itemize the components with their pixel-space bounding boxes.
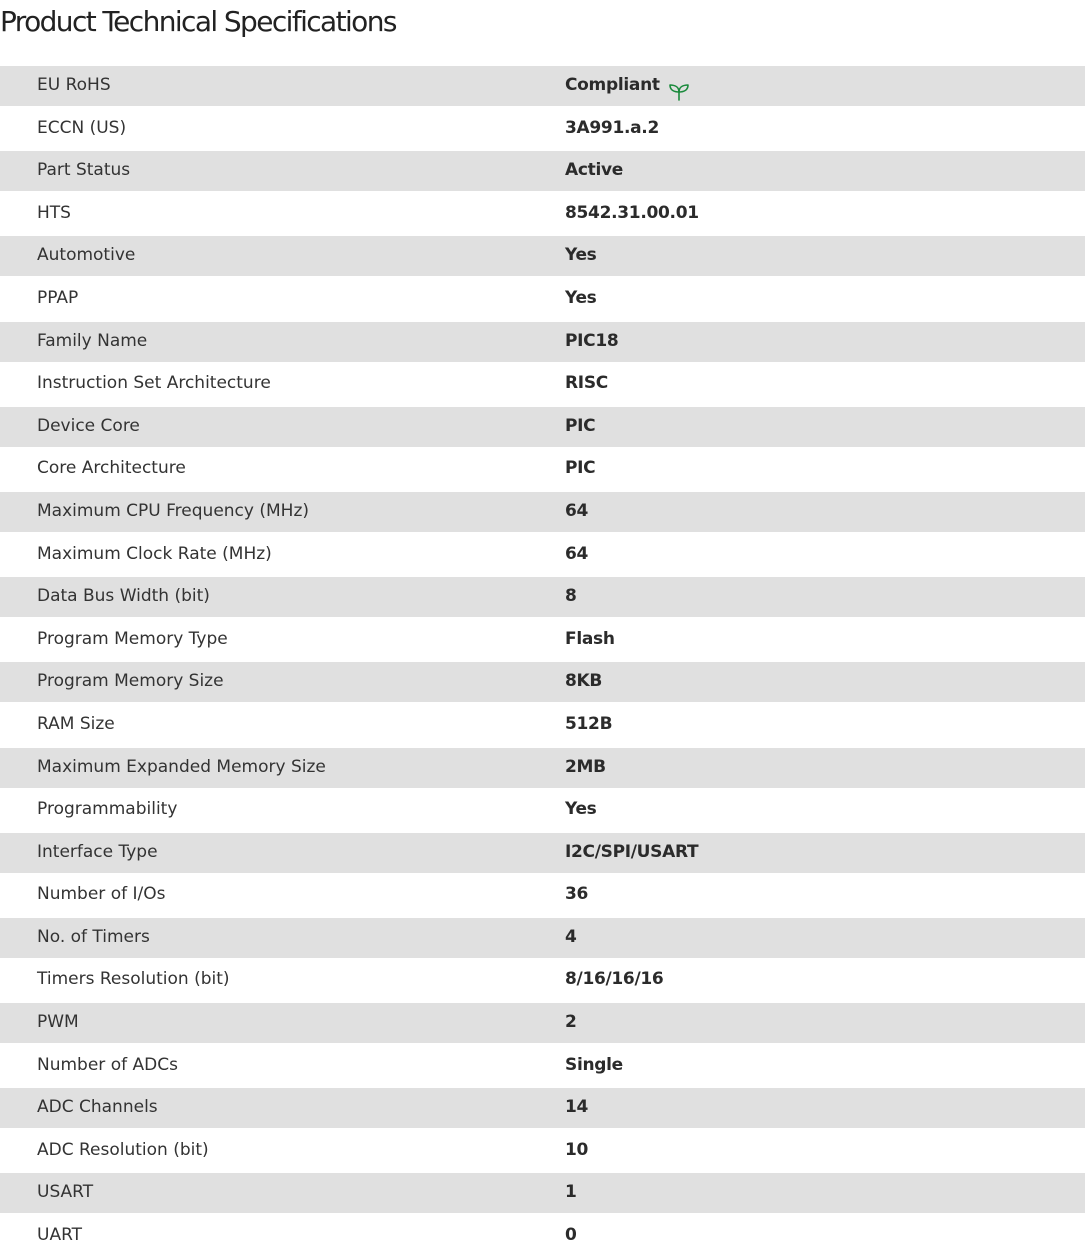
spec-label: RAM Size [37, 713, 115, 734]
spec-value-cell [565, 873, 588, 916]
spec-value-cell [565, 1044, 623, 1087]
spec-value: 64 [565, 500, 589, 521]
spec-value-cell [565, 405, 595, 448]
spec-value-cell [565, 1001, 577, 1044]
spec-label: Core Architecture [37, 458, 186, 479]
spec-label: Instruction Set Architecture [37, 373, 271, 394]
spec-value-cell [565, 916, 577, 959]
row-background [0, 407, 1085, 447]
spec-value: 8542.31.00.01 [565, 202, 699, 223]
spec-value: 4 [565, 926, 577, 947]
spec-row [0, 447, 1085, 490]
spec-value: I2C/SPI/USART [565, 841, 699, 862]
spec-value: PIC18 [565, 330, 619, 351]
spec-value: Yes [565, 245, 597, 266]
row-background [0, 1088, 1085, 1128]
spec-value: 1 [565, 1182, 577, 1203]
spec-value: Yes [565, 287, 597, 308]
spec-value-cell [565, 575, 577, 618]
spec-row [0, 362, 1085, 405]
spec-row [0, 149, 1085, 192]
spec-row [0, 1044, 1085, 1087]
spec-value-cell [565, 149, 623, 192]
spec-label: PWM [37, 1012, 79, 1033]
spec-row [0, 1001, 1085, 1044]
spec-label: Maximum Expanded Memory Size [37, 756, 326, 777]
spec-row [0, 916, 1085, 959]
spec-row [0, 234, 1085, 277]
spec-value-cell [565, 234, 597, 277]
spec-value-cell [565, 1214, 577, 1257]
row-background [0, 236, 1085, 276]
spec-value-cell [565, 362, 608, 405]
spec-value: 64 [565, 543, 589, 564]
spec-value-cell [565, 703, 612, 746]
spec-label: Program Memory Type [37, 628, 228, 649]
spec-value-cell [565, 533, 588, 576]
spec-label: Programmability [37, 799, 178, 820]
row-background [0, 1173, 1085, 1213]
spec-value-cell [565, 618, 615, 661]
spec-value: 8KB [565, 671, 603, 692]
spec-value: Single [565, 1054, 623, 1075]
spec-value-cell [565, 192, 699, 235]
leaf-icon [668, 75, 690, 93]
spec-value: 8/16/16/16 [565, 969, 664, 990]
spec-value-cell [565, 320, 618, 363]
spec-value: Compliant [565, 75, 660, 95]
spec-value: 8 [565, 586, 577, 607]
spec-value: 0 [565, 1225, 577, 1246]
spec-label: Device Core [37, 415, 140, 436]
spec-label: Interface Type [37, 841, 158, 862]
spec-row [0, 277, 1085, 320]
spec-row [0, 746, 1085, 789]
spec-row [0, 703, 1085, 746]
row-background [0, 833, 1085, 873]
spec-row [0, 1214, 1085, 1257]
spec-label: Number of I/Os [37, 884, 166, 905]
spec-label: Part Status [37, 160, 131, 181]
row-background [0, 1003, 1085, 1043]
spec-row [0, 1129, 1085, 1172]
spec-row [0, 660, 1085, 703]
spec-value-cell [565, 277, 597, 320]
spec-value-cell [565, 660, 602, 703]
spec-label: Timers Resolution (bit) [37, 969, 230, 990]
spec-value: Flash [565, 628, 615, 649]
spec-label: ADC Channels [37, 1097, 158, 1118]
spec-row [0, 320, 1085, 363]
spec-value: Yes [565, 799, 597, 820]
spec-value-cell [565, 831, 698, 874]
spec-row [0, 64, 1085, 107]
row-background [0, 322, 1085, 362]
spec-value-cell [565, 1129, 588, 1172]
spec-label: USART [37, 1182, 94, 1203]
spec-label: HTS [37, 202, 71, 223]
spec-label: Program Memory Size [37, 671, 224, 692]
spec-row [0, 831, 1085, 874]
spec-value: 3A991.a.2 [565, 117, 659, 138]
spec-row [0, 1086, 1085, 1129]
spec-value-cell [565, 788, 597, 831]
spec-row [0, 107, 1085, 150]
spec-label: PPAP [37, 287, 79, 308]
spec-label: Maximum Clock Rate (MHz) [37, 543, 272, 564]
spec-label: No. of Timers [37, 926, 150, 947]
spec-label: Family Name [37, 330, 148, 351]
row-background [0, 918, 1085, 958]
spec-row [0, 405, 1085, 448]
spec-label: Maximum CPU Frequency (MHz) [37, 500, 309, 521]
spec-row [0, 533, 1085, 576]
spec-label: Automotive [37, 245, 136, 266]
spec-label: EU RoHS [37, 75, 111, 95]
spec-row [0, 192, 1085, 235]
spec-value: 2 [565, 1012, 577, 1033]
spec-value-cell [565, 64, 690, 107]
spec-label: Number of ADCs [37, 1054, 178, 1075]
spec-row [0, 490, 1085, 533]
spec-value-cell [565, 1171, 577, 1214]
spec-row [0, 788, 1085, 831]
spec-value-cell [565, 107, 659, 150]
spec-value: 14 [565, 1097, 589, 1118]
spec-label: ECCN (US) [37, 117, 127, 138]
spec-row [0, 618, 1085, 661]
row-background [0, 151, 1085, 191]
spec-value-cell [565, 447, 595, 490]
spec-label: ADC Resolution (bit) [37, 1139, 209, 1160]
row-background [0, 66, 1085, 106]
spec-value: 2MB [565, 756, 606, 777]
spec-value: Active [565, 160, 623, 181]
spec-row [0, 1171, 1085, 1214]
spec-row [0, 873, 1085, 916]
spec-value-cell [565, 490, 588, 533]
spec-table [0, 64, 1085, 1257]
spec-value: 36 [565, 884, 589, 905]
spec-label: Data Bus Width (bit) [37, 586, 210, 607]
page-title: Product Technical Specifications [0, 5, 396, 38]
spec-row [0, 575, 1085, 618]
spec-row [0, 958, 1085, 1001]
spec-value-cell [565, 1086, 588, 1129]
spec-value-cell [565, 958, 663, 1001]
spec-value: PIC [565, 458, 596, 479]
spec-value: 512B [565, 713, 613, 734]
spec-value: PIC [565, 415, 596, 436]
spec-value-cell [565, 746, 606, 789]
spec-label: UART [37, 1225, 83, 1246]
spec-value: RISC [565, 373, 608, 394]
spec-value: 10 [565, 1139, 589, 1160]
